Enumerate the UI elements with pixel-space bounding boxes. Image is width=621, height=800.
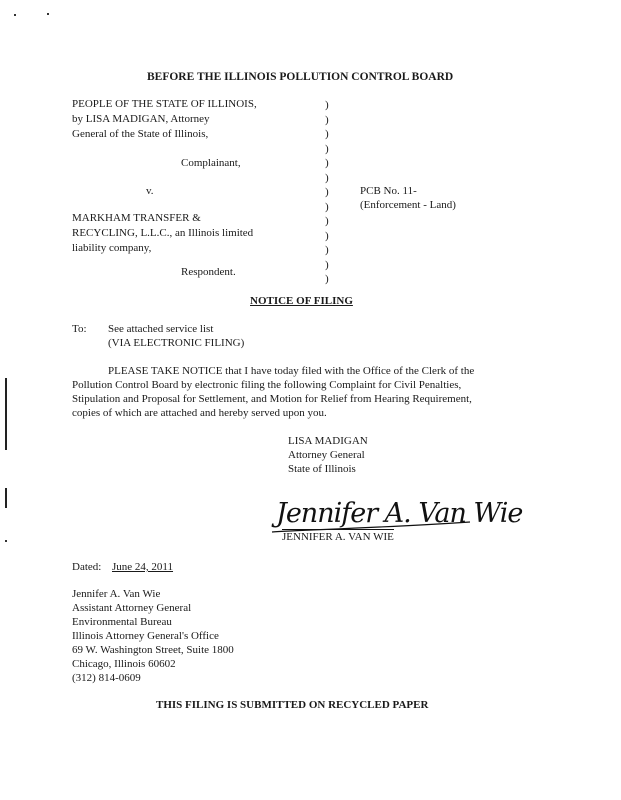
plaintiff-line: by LISA MADIGAN, Attorney (72, 113, 210, 125)
contact-line: Assistant Attorney General (72, 602, 192, 614)
scan-speck (5, 540, 7, 542)
contact-line: Jennifer A. Van Wie (72, 588, 161, 600)
complainant-label: Complainant, (181, 157, 241, 169)
signatory-line: LISA MADIGAN (288, 435, 368, 447)
body-line: Stipulation and Proposal for Settlement, and Motion for Relief from Hearing Requirement, (72, 393, 472, 405)
scan-edge-mark (5, 488, 7, 508)
contact-line: Chicago, Illinois 60602 (72, 658, 176, 670)
body-line: Pollution Control Board by electronic filing the following Complaint for Civil Penalties, (72, 379, 462, 391)
to-label: To: (72, 323, 87, 335)
plaintiff-line: General of the State of Illinois, (72, 128, 209, 140)
contact-line: Environmental Bureau (72, 616, 172, 628)
to-line: See attached service list (108, 323, 214, 335)
contact-line: 69 W. Washington Street, Suite 1800 (72, 644, 234, 656)
contact-line: Illinois Attorney General's Office (72, 630, 219, 642)
defendant-line: liability company, (72, 242, 152, 254)
handwritten-signature: Jennifer A. Van Wie (276, 498, 523, 529)
signatory-line: State of Illinois (288, 463, 356, 475)
contact-line: (312) 814-0609 (72, 672, 141, 684)
plaintiff-line: PEOPLE OF THE STATE OF ILLINOIS, (72, 98, 257, 110)
caption-divider: ) ) ) ) ) ) ) ) ) ) ) ) ) (325, 99, 329, 285)
signatory-line: Attorney General (288, 449, 365, 461)
case-number: PCB No. 11- (360, 185, 417, 197)
body-line: copies of which are attached and hereby served upon you. (72, 407, 327, 419)
scan-edge-mark (5, 378, 7, 450)
dated-value: June 24, 2011 (112, 561, 174, 573)
recycled-paper-footer: THIS FILING IS SUBMITTED ON RECYCLED PAPER (156, 699, 429, 711)
scan-speck (47, 13, 49, 15)
notice-title: NOTICE OF FILING (250, 295, 353, 307)
versus-label: v. (146, 185, 154, 197)
respondent-label: Respondent. (181, 266, 236, 278)
to-line: (VIA ELECTRONIC FILING) (108, 337, 245, 349)
body-line: PLEASE TAKE NOTICE that I have today filed with the Office of the Clerk of the (108, 365, 475, 377)
defendant-line: MARKHAM TRANSFER & (72, 212, 201, 224)
dated-label: Dated: (72, 561, 102, 573)
signature-printed-name: JENNIFER A. VAN WIE (282, 531, 394, 543)
document-heading: BEFORE THE ILLINOIS POLLUTION CONTROL BOARD (147, 71, 454, 83)
defendant-line: RECYCLING, L.L.C., an Illinois limited (72, 227, 254, 239)
scan-speck (14, 14, 16, 16)
case-type: (Enforcement - Land) (360, 199, 456, 211)
